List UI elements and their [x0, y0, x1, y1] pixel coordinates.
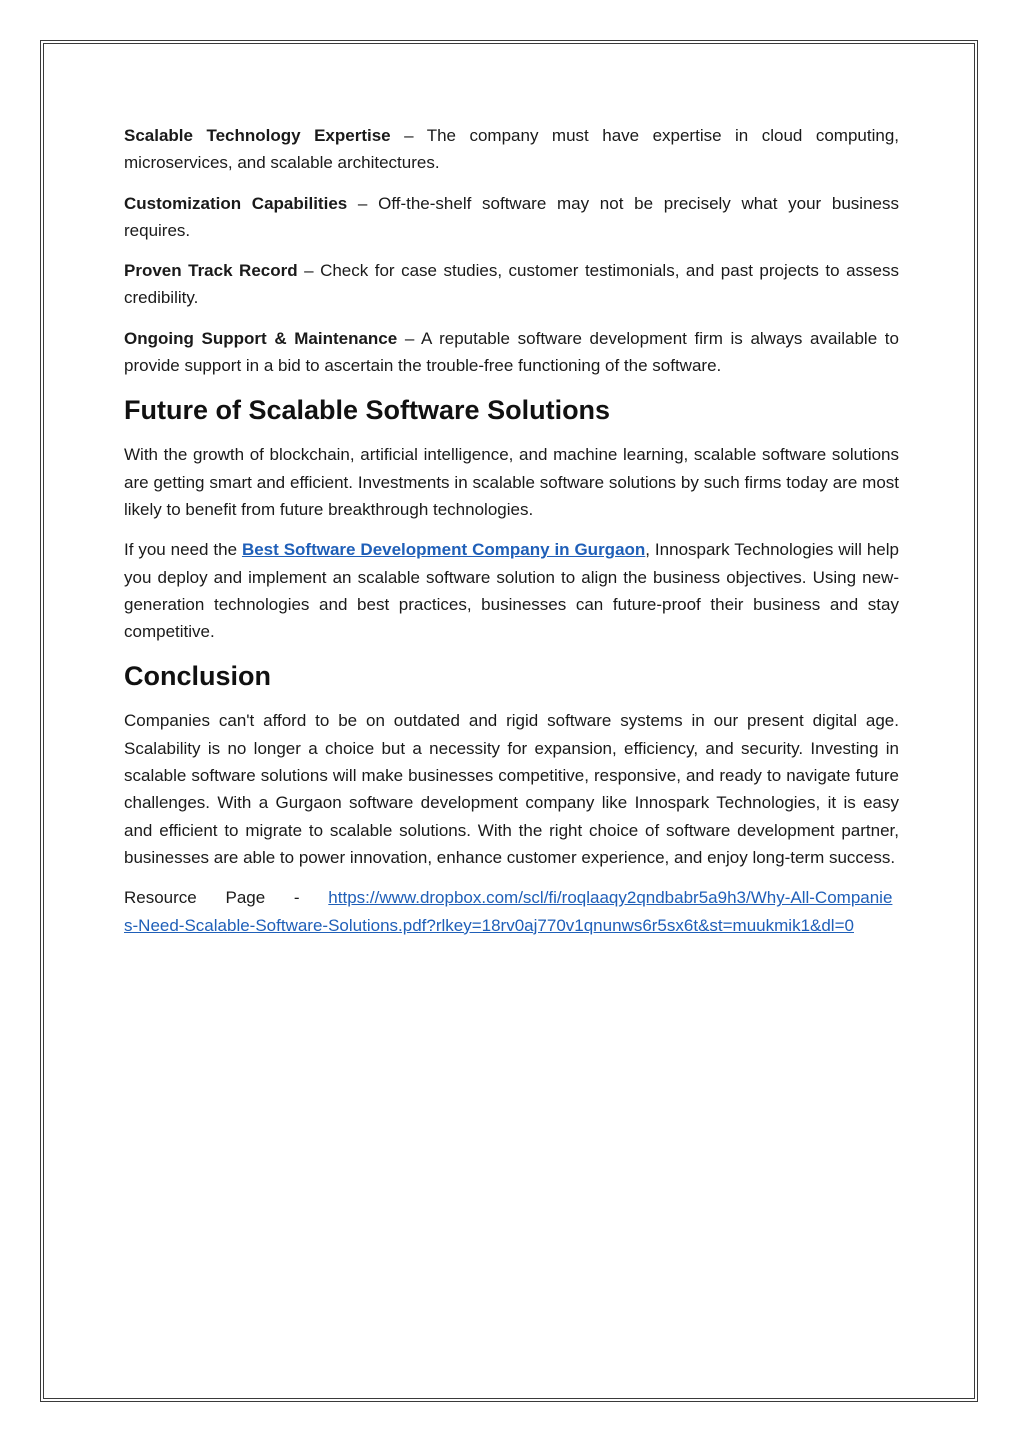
- future-paragraph-2-before: If you need the: [124, 540, 242, 560]
- criterion-customization: [124, 190, 899, 245]
- conclusion-paragraph: Companies can't afford to be on outdated and rigid software systems in our present digital age. Scalability is no longer a choice but a necessity for expansion, efficiency, and security. Investing in scalable software solutions will make businesses competitive, responsive, and ready to navigate future challenges. With a Gurgaon software development company like Innospark Technologies, it is easy and efficient to migrate to scalable solutions. With the right choice of software development partner, businesses are able to power innovation, enhance customer experience, and enjoy long-term success.: [124, 711, 899, 867]
- criterion-support: [124, 325, 899, 380]
- criterion-term: Scalable Technology Expertise: [124, 126, 391, 145]
- criterion-scalable-expertise: [124, 122, 899, 177]
- resource-url-link[interactable]: https://www.dropbox.com/scl/fi/roqlaaqy2qndbabr5a9h3/Why-All-Companies-Need-Scalable-Software-Solutions.pdf?rlkey=18rv0aj770v1qnunws6r5sx6t&st=muukmik1&dl=0: [124, 888, 893, 935]
- best-software-company-link[interactable]: Best Software Development Company in Gurgaon: [241, 540, 646, 560]
- criterion-track-record: [124, 257, 899, 312]
- document-body: [124, 122, 899, 952]
- future-paragraph-2-after: , Innospark Technologies will help you deploy and implement an scalable software solution to align the business objectives. Using new-generation technologies and best practices, businesses can future-proof their business and stay competitive.: [124, 540, 899, 642]
- resource-label: Resource Page -: [124, 888, 329, 908]
- resource-line: [124, 884, 899, 939]
- conclusion-heading: Conclusion: [124, 661, 271, 692]
- criterion-text: – Check for case studies, customer testimonials, and past projects to assess credibility.: [124, 261, 900, 308]
- criterion-text: – The company must have expertise in cloud computing, microservices, and scalable architectures.: [124, 126, 899, 173]
- criterion-term: Customization Capabilities: [124, 193, 348, 213]
- future-paragraph-1: With the growth of blockchain, artificial intelligence, and machine learning, scalable software solutions are getting smart and efficient. Investments in scalable software solutions by such firms today are most likely to benefit from future breakthrough technologies.: [124, 445, 899, 519]
- future-heading: Future of Scalable Software Solutions: [124, 395, 611, 426]
- criterion-term: Proven Track Record: [124, 261, 298, 281]
- criterion-text: – A reputable software development firm is always available to provide support in a bid to ascertain the trouble-free functioning of the software.: [124, 328, 899, 376]
- criterion-term: Ongoing Support & Maintenance: [124, 328, 398, 348]
- criterion-text: – Off-the-shelf software may not be precisely what your business requires.: [124, 193, 899, 240]
- future-paragraph-2: [124, 536, 899, 645]
